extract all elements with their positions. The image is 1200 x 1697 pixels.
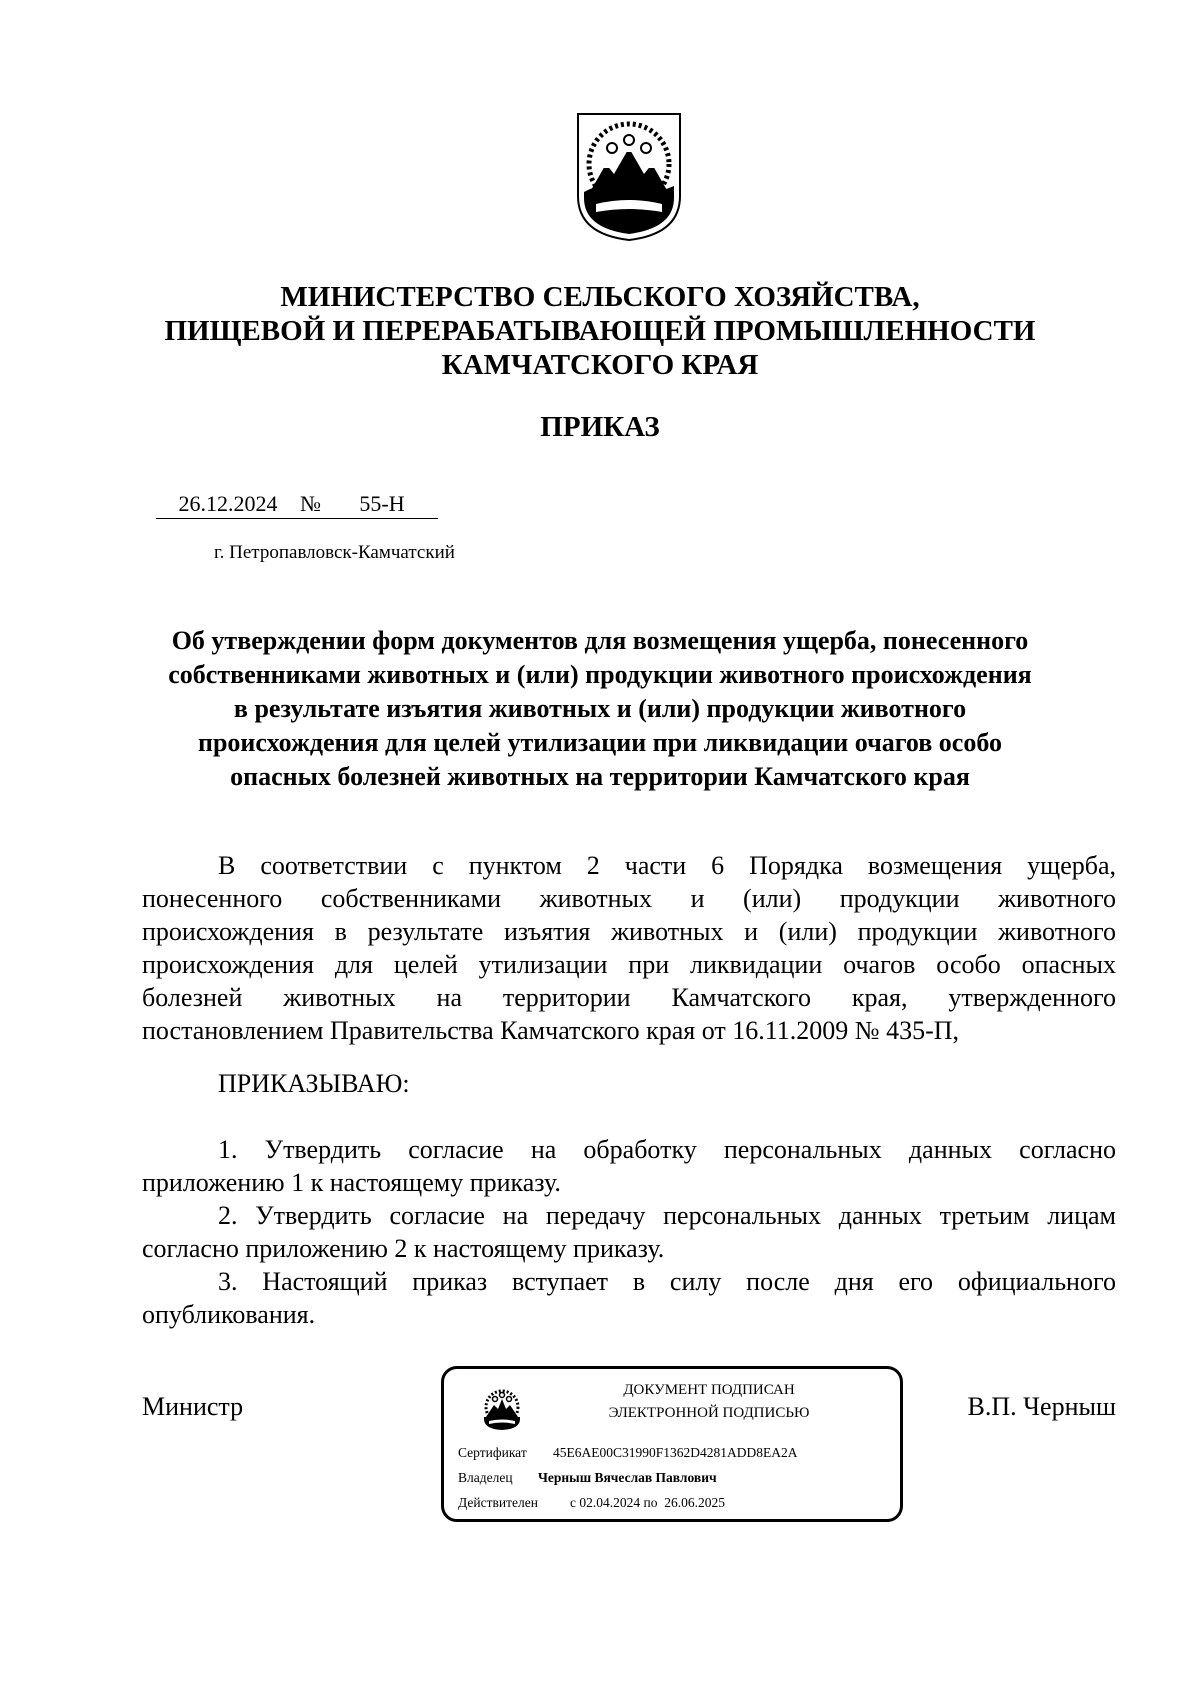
order-item-line: 1. Утвердить согласие на обработку персональных данных согласно (218, 1135, 1116, 1164)
subject-line: собственниками животных и (или) продукции животного происхождения (168, 660, 1032, 689)
signer-name: В.П. Черныш (967, 1392, 1116, 1421)
organization-name (120, 280, 1080, 382)
stamp-owner-row (458, 1469, 717, 1487)
order-item-line: 2. Утвердить согласие на передачу персональных данных третьим лицам (218, 1201, 1116, 1230)
date-number-line (156, 490, 438, 519)
electronic-signature-stamp (441, 1366, 903, 1522)
stamp-valid-from: 02.04.2024 (579, 1495, 641, 1510)
org-line: МИНИСТЕРСТВО СЕЛЬСКОГО ХОЗЯЙСТВА, (280, 281, 920, 313)
org-line: КАМЧАТСКОГО КРАЯ (441, 349, 759, 381)
order-item-line: приложению 1 к настоящему приказу. (142, 1168, 561, 1197)
org-line: ПИЩЕВОЙ И ПЕРЕРАБАТЫВАЮЩЕЙ ПРОМЫШЛЕННОСТИ (164, 315, 1036, 347)
preamble (142, 849, 1116, 1047)
stamp-valid-from-prefix: с (570, 1495, 576, 1510)
order-item-line: 3. Настоящий приказ вступает в силу после дня его официального (218, 1267, 1116, 1296)
preamble-line: происхождения для целей утилизации при ликвидации очагов особо опасных (142, 950, 1116, 979)
document-city: г. Петропавловск-Камчатский (214, 542, 455, 563)
preamble-line: понесенного собственниками животных и (или) продукции животного (142, 884, 1116, 913)
stamp-valid-to: 26.06.2025 (664, 1495, 725, 1510)
coat-of-arms-icon (576, 112, 682, 242)
document-number: 55-Н (326, 490, 438, 519)
preamble-line: постановлением Правительства Камчатского края от 16.11.2009 № 435-П, (142, 1016, 960, 1045)
document-type: ПРИКАЗ (540, 411, 660, 443)
stamp-title (539, 1379, 879, 1425)
preamble-line: болезней животных на территории Камчатского края, утвержденного (142, 983, 1116, 1012)
subject-line: опасных болезней животных на территории Камчатского края (230, 762, 970, 791)
stamp-title-line: ЭЛЕКТРОННОЙ ПОДПИСЬЮ (608, 1405, 810, 1421)
order-items (142, 1133, 1116, 1331)
stamp-valid-label: Действителен (458, 1495, 538, 1510)
stamp-owner-value: Черныш Вячеслав Павлович (538, 1470, 717, 1485)
document-subject (130, 624, 1070, 794)
stamp-validity-row (458, 1494, 725, 1512)
preamble-line: В соответствии с пунктом 2 части 6 Порядка возмещения ущерба, (218, 851, 1116, 880)
stamp-valid-to-prefix: по (643, 1495, 658, 1510)
order-word: ПРИКАЗЫВАЮ: (218, 1069, 410, 1098)
stamp-owner-label: Владелец (458, 1470, 513, 1485)
document-date: 26.12.2024 (156, 490, 300, 519)
stamp-cert-value: 45E6AE00C31990F1362D4281ADD8EA2A (553, 1445, 798, 1460)
stamp-title-line: ДОКУМЕНТ ПОДПИСАН (623, 1382, 795, 1398)
subject-line: в результате изъятия животных и (или) продукции животного (233, 694, 967, 723)
signer-position: Министр (142, 1392, 244, 1421)
order-item-line: опубликования. (142, 1300, 316, 1329)
stamp-cert-label: Сертификат (458, 1445, 527, 1460)
preamble-line: происхождения в результате изъятия животных и (или) продукции животного (142, 917, 1116, 946)
subject-line: Об утверждении форм документов для возмещения ущерба, понесенного (171, 626, 1029, 655)
subject-line: происхождения для целей утилизации при ликвидации очагов особо (197, 728, 1003, 757)
number-sign: № (300, 490, 326, 519)
stamp-emblem-icon (480, 1387, 524, 1431)
stamp-certificate-row (458, 1444, 798, 1462)
order-item-line: согласно приложению 2 к настоящему приказу. (142, 1234, 665, 1263)
